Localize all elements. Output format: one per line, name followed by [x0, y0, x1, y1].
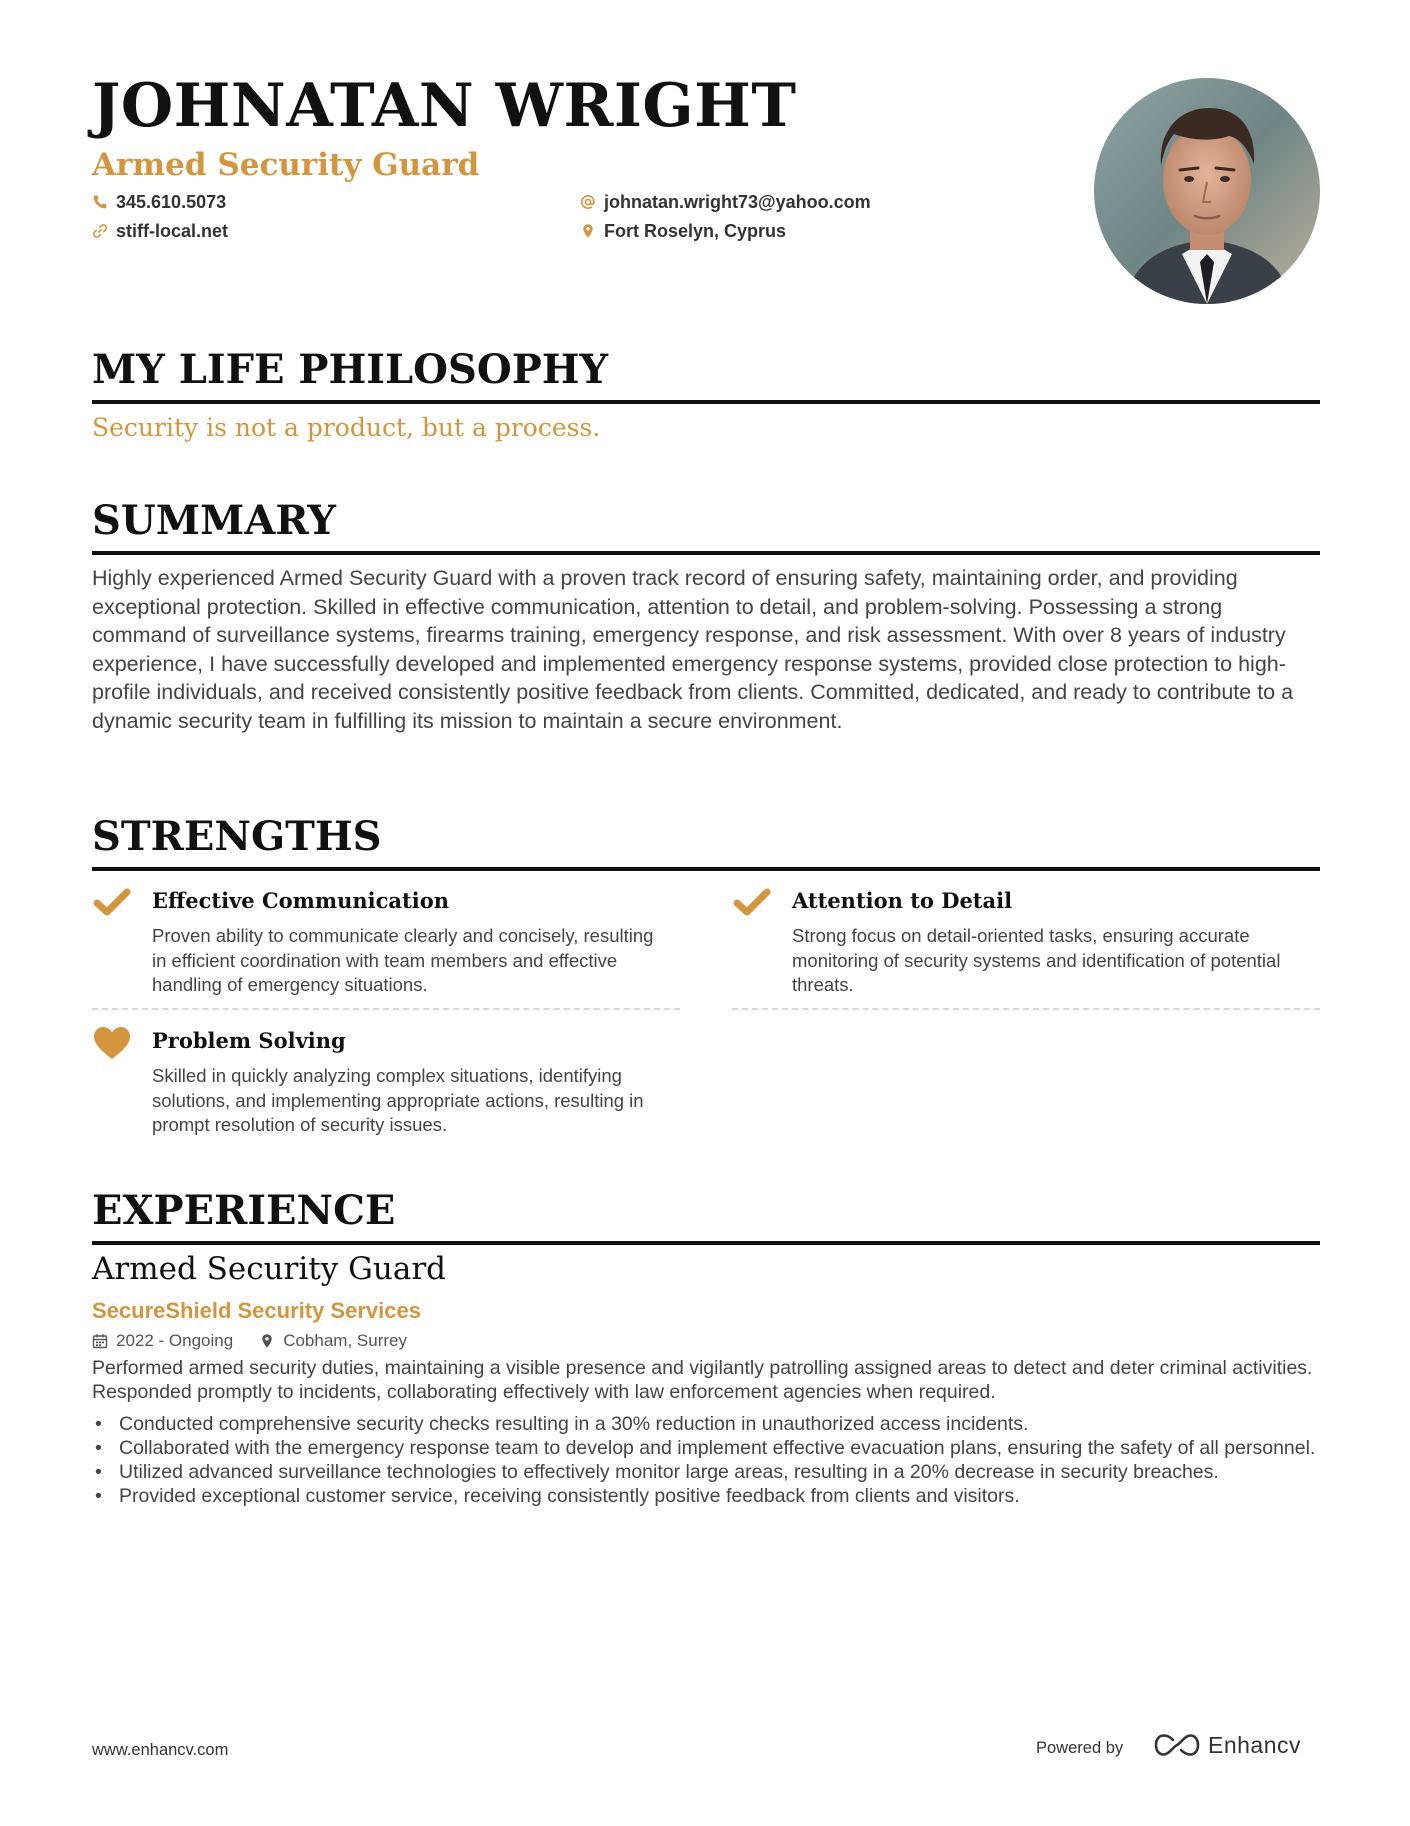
strength-description: Skilled in quickly analyzing complex situations, identifying solutions, and implementing appropriate actions, resulting in prompt resolution of security issues. — [152, 1065, 644, 1135]
brand-name: Enhancv — [1208, 1731, 1302, 1758]
resume-page — [92, 0, 1320, 1826]
divider — [732, 1008, 1320, 1010]
job-dates — [92, 1332, 233, 1349]
list-item: • Provided exceptional customer service, receiving consistently positive feedback from clients and visitors. — [92, 1484, 1320, 1508]
philosophy-quote: Security is not a product, but a process. — [92, 413, 601, 442]
strengths-heading: STRENGTHS — [92, 817, 1320, 871]
enhancv-logo-icon — [1154, 1733, 1200, 1757]
divider — [92, 1008, 680, 1010]
candidate-name: JOHNATAN WRIGHT — [92, 71, 797, 141]
strength-description: Strong focus on detail-oriented tasks, ensuring accurate monitoring of security systems and identification of potential threats. — [792, 925, 1281, 995]
job-location-text: Cobham, Surrey — [283, 1331, 407, 1350]
phone-icon — [92, 194, 108, 210]
strength-description: Proven ability to communicate clearly and concisely, resulting in efficient coordination with team members and effective handling of emergency situations. — [152, 925, 654, 995]
profile-photo — [1094, 78, 1320, 304]
company-name: SecureShield Security Services — [92, 1298, 421, 1323]
contact-email — [580, 193, 871, 211]
website-text[interactable]: stiff-local.net — [116, 221, 229, 241]
link-icon — [92, 223, 108, 239]
location-pin-icon — [259, 1333, 275, 1349]
job-location — [259, 1332, 407, 1349]
list-item: • Utilized advanced surveillance technologies to effectively monitor large areas, resulting in a 20% decrease in security breaches. — [92, 1460, 1320, 1484]
strength-title: Effective Communication — [152, 888, 449, 913]
job-meta — [92, 1332, 433, 1349]
summary-text: Highly experienced Armed Security Guard with a proven track record of ensuring safety, maintaining order, and providing exceptional protection. Skilled in effective communication, attention to detail, and problem-solving. Possessing a strong command of surveillance systems, firearms training, emergency response, and risk assessment. With over 8 years of industry experience, I have successfully developed and implemented emergency response systems, provided close protection to high-profile individuals, and received consistently positive feedback from clients. Committed, dedicated, and ready to contribute to a dynamic security team in fulfilling its mission to maintain a secure environment. — [92, 566, 1294, 733]
calendar-icon — [92, 1333, 108, 1349]
strength-title: Problem Solving — [152, 1028, 346, 1053]
list-item: • Conducted comprehensive security checks resulting in a 30% reduction in unauthorized access incidents. — [92, 1412, 1320, 1436]
contact-location — [580, 222, 786, 240]
check-icon — [92, 886, 132, 920]
check-icon — [732, 886, 772, 920]
job-dates-text: 2022 - Ongoing — [116, 1331, 234, 1350]
candidate-title: Armed Security Guard — [92, 147, 480, 183]
experience-heading: EXPERIENCE — [92, 1191, 1320, 1245]
list-item: • Collaborated with the emergency response team to develop and implement effective evacuation plans, ensuring the safety of all personnel. — [92, 1436, 1320, 1460]
heart-icon — [92, 1026, 132, 1060]
contact-phone — [92, 193, 226, 211]
job-title: Armed Security Guard — [92, 1251, 446, 1287]
philosophy-heading: MY LIFE PHILOSOPHY — [92, 350, 1320, 404]
location-text: Fort Roselyn, Cyprus — [604, 221, 787, 241]
email-text[interactable]: johnatan.wright73@yahoo.com — [604, 192, 871, 212]
footer-url[interactable]: www.enhancv.com — [92, 1741, 229, 1759]
brand-logo[interactable] — [1154, 1733, 1301, 1757]
at-icon — [580, 194, 596, 210]
job-description: Performed armed security duties, maintaining a visible presence and vigilantly patrolling assigned areas to detect and deter criminal activities. Responded promptly to incidents, collaborating effectively with law enforcement agencies when required. — [92, 1357, 1313, 1403]
summary-heading: SUMMARY — [92, 501, 1320, 555]
powered-by-label: Powered by — [1036, 1739, 1124, 1757]
location-pin-icon — [580, 223, 596, 239]
job-achievements — [92, 1412, 1320, 1508]
strength-title: Attention to Detail — [792, 888, 1013, 913]
contact-website — [92, 222, 228, 240]
phone-text[interactable]: 345.610.5073 — [116, 192, 227, 212]
